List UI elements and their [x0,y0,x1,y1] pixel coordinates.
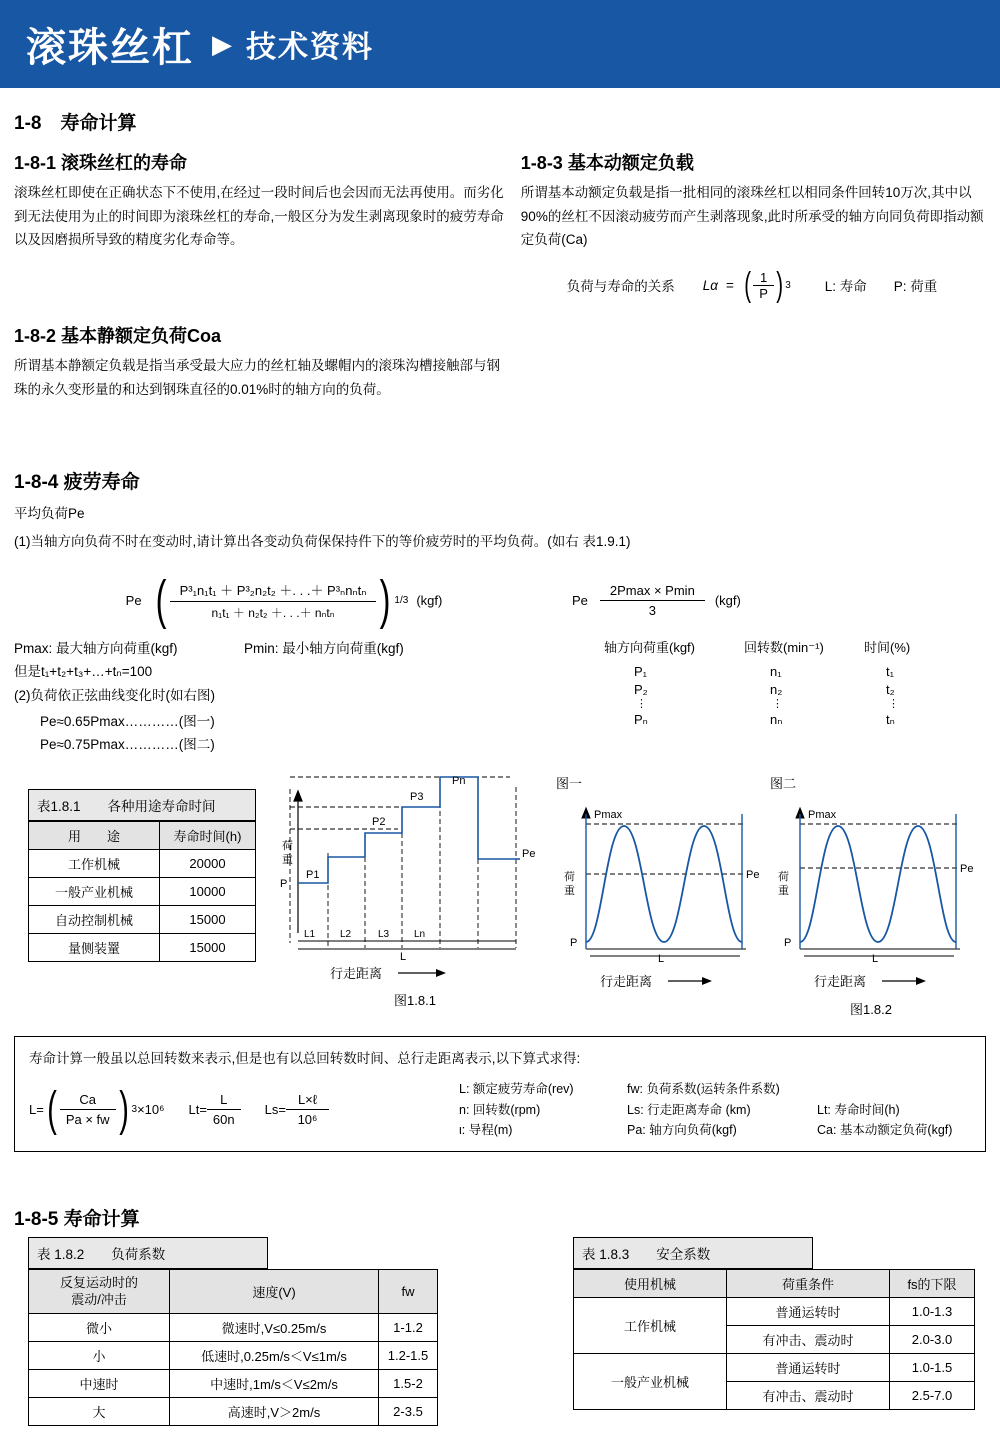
cell-usage-4: 量侧装罿 [29,933,160,961]
table-row [29,905,256,933]
life-formula-box [14,1036,986,1152]
cell-fs-3: 1.0-1.5 [890,1353,975,1381]
pe-formula-1-lhs: Pe [125,592,142,608]
cell-hours-2: 10000 [160,877,256,905]
bottom-tables-row [14,1237,986,1426]
table-row [29,877,256,905]
svg-text:Pmax: Pmax [594,808,623,821]
figures-row [14,773,986,1018]
legend-Ls: Ls: 行走距离寿命 (km) [627,1102,751,1117]
table-row [574,1297,975,1325]
f1-lhs: L= [29,1102,44,1118]
th-fw: fw [379,1269,438,1313]
f2-fraction [207,1092,241,1127]
life-formula-row [29,1079,971,1141]
pe-paren-close: ) [380,570,391,631]
legend-col-1 [459,1079,627,1141]
section-1-8-5-title: 1-8-5 寿命计算 [14,1208,140,1230]
cell-vib-4: 大 [29,1397,170,1425]
param-t2: t₂ [886,682,895,698]
pe-denominator: n₁t₁ ＋ n₂t₂ ＋. . .＋ nₙtₙ [211,605,335,620]
figure-181-caption: 图1.8.1 [394,992,436,1008]
column-left [14,141,507,405]
param-dots-3: ⋮ [888,698,899,711]
legend-n: n: 回转数(rpm) [459,1102,541,1117]
cell-speed-3: 中速时,1m/s＜V≤2m/s [170,1369,379,1397]
svg-text:Pmax: Pmax [808,808,837,821]
svg-text:L: L [400,950,407,963]
param-nn: nₙ [770,712,783,728]
cell-usage-2: 一般产业机械 [29,877,160,905]
svg-text:行走距离: 行走距离 [814,973,867,989]
life-load-relation-formula [567,266,986,305]
legend-col-2 [627,1079,817,1141]
avg-load-label: 平均负荷Pe [14,506,85,522]
f1-tail: ×10⁶ [137,1102,165,1118]
svg-text:L: L [658,952,665,965]
table-181 [28,821,256,962]
f3-fraction [286,1092,329,1127]
formula-equals: = [726,277,734,293]
cell-usage-1: 工作机械 [29,849,160,877]
header-title: 滚珠丝杠 [26,25,194,70]
section-1-8-1-title: 1-8-1 滚珠丝杠的寿命 [14,153,188,173]
legend-l: ι: 导程(m) [459,1123,513,1138]
f1-paren-close: ) [118,1083,129,1137]
svg-text:荷: 荷 [778,870,789,883]
pe-formula-2 [572,583,741,618]
life-formulas [29,1082,459,1137]
table-row [574,1269,975,1297]
svg-text:行走距离: 行走距离 [330,965,383,981]
f1-paren-open: ( [47,1083,57,1137]
pe-unit: (kgf) [416,592,443,608]
svg-text:重: 重 [564,884,575,897]
cell-fw-3: 1.5-2 [379,1369,438,1397]
figure-2 [764,773,978,1018]
cell-hours-1: 20000 [160,849,256,877]
cell-cond-3: 普通运转时 [727,1353,890,1381]
pe-formula-1 [14,569,554,631]
cell-hours-3: 15000 [160,905,256,933]
th-vibration-l2: 震动/冲击 [71,1292,127,1308]
param-n2: n₂ [770,682,783,698]
legend-blank [817,1079,952,1100]
pe-approx-1: Pe≈0.65Pmax…………(图一) [40,713,215,729]
svg-text:Pe: Pe [746,868,760,881]
formula-note: L: 寿命 P: 荷重 [824,279,938,295]
table-row [29,821,256,849]
svg-text:L3: L3 [378,928,390,940]
table-row [29,849,256,877]
pe2-numerator: 2Pmax × Pmin [600,583,705,601]
f1-den: Pa × fw [65,1112,110,1128]
table-183 [573,1269,975,1410]
figure-1-svg [550,794,762,992]
param-row-2 [604,682,910,697]
pe-paren-open: ( [155,570,166,631]
pe-approx-2: Pe≈0.75Pmax…………(图二) [40,737,215,753]
f2-den: 60n [212,1112,235,1128]
section-1-8-4-title: 1-8-4 疲劳寿命 [14,472,140,494]
page-header [0,0,1000,88]
pe-numerator: P³₁n₁t₁ ＋ P³₂n₂t₂ ＋. . .＋ P³ₙnₙtₙ [170,580,377,602]
svg-text:P2: P2 [372,815,386,828]
param-pn: Pₙ [634,712,648,728]
cell-speed-4: 高速时,V＞2m/s [170,1397,379,1425]
time-sum-condition: 但是t₁+t₂+t₃+…+tₙ=100 [14,664,153,680]
param-t1: t₁ [886,664,894,680]
table-row [29,933,256,961]
section-1-8-3-title: 1-8-3 基本动额定负载 [520,153,694,173]
section-1-8-title: 1-8 寿命计算 [14,113,137,134]
f3-den: 10⁶ [297,1112,318,1128]
svg-text:重: 重 [778,884,789,897]
param-row-n [604,712,910,728]
pe-fraction [170,580,377,621]
f3-num: L×ℓ [286,1092,329,1110]
table-183-caption: 表 1.8.3 安全系数 [573,1237,813,1269]
figure-1 [550,773,764,1018]
section-1-8-2-title: 1-8-2 基本静额定负荷Coa [14,325,222,346]
svg-text:P: P [570,936,578,949]
legend-L: L: 额定疲劳寿命(rev) [459,1081,574,1096]
svg-text:Pn: Pn [452,774,466,787]
avg-load-item-2: (2)负荷依正弦曲线变化时(如右图) [14,688,215,703]
cell-fw-1: 1-1.2 [379,1313,438,1341]
cell-fs-4: 2.5-7.0 [890,1381,975,1409]
formula-fraction [753,270,774,301]
svg-text:行走距离: 行走距离 [600,973,653,989]
cell-machine-1: 工作机械 [574,1297,727,1353]
legend-fw: fw: 负荷系数(运转条件系数) [627,1081,780,1096]
header-subtitle: 技术资料 [246,31,374,64]
table-row [29,1397,438,1425]
figure-181-svg [280,773,548,983]
life-formula-note: 寿命计算一般虽以总回转数来表示,但是也有以总回转数时间、总行走距离表示,以下算式求得: [29,1050,581,1066]
avg-load-item-1: (1)当轴方向负荷不时在变动时,请计算出各变动负荷保保持件下的等价疲劳时的平均负荷。(如右 表1.9.1) [14,533,631,549]
svg-text:荷: 荷 [564,870,575,883]
pe2-fraction [600,583,705,618]
table-181-caption: 表1.8.1 各种用途寿命时间 [28,789,256,821]
svg-text:P: P [280,877,288,890]
svg-text:L: L [872,952,879,965]
svg-text:Pe: Pe [522,847,536,860]
formula-exponent: 3 [785,279,791,291]
param-p1: P₁ [634,664,648,680]
table-182-block [14,1237,438,1426]
pe2-unit: (kgf) [714,592,741,608]
cell-usage-3: 自动控制机械 [29,905,160,933]
cell-speed-2: 低速时,0.25m/s＜V≤1m/s [170,1341,379,1369]
formula-label: 负荷与寿命的关系 [566,279,675,295]
th-load-cond: 荷重条件 [727,1269,890,1297]
f3-lhs: Ls= [264,1102,286,1118]
cell-vib-2: 小 [29,1341,170,1369]
cell-fs-2: 2.0-3.0 [890,1325,975,1353]
pe-formula-row [14,569,986,631]
cell-vib-3: 中速时 [29,1369,170,1397]
param-col-rev: 回转数(min⁻¹) [744,640,824,656]
pmax-label: Pmax: 最大轴方向荷重(kgf) [14,641,178,657]
legend-Ca: Ca: 基本动额定负荷(kgf) [817,1123,953,1138]
cell-machine-2: 一般产业机械 [574,1353,727,1409]
th-machine: 使用机械 [574,1269,727,1297]
cell-hours-4: 15000 [160,933,256,961]
legend-Lt: Lt: 寿命时间(h) [817,1102,900,1117]
legend-Pa: Pa: 轴方向负荷(kgf) [627,1123,737,1138]
table-182-caption: 表 1.8.2 负荷系数 [28,1237,268,1269]
param-tn: tₙ [886,712,895,728]
pe2-denominator: 3 [648,602,656,618]
th-usage: 用 途 [29,821,160,849]
svg-text:重: 重 [282,853,293,866]
pe-exponent: 1/3 [394,594,409,606]
svg-text:P3: P3 [410,790,424,803]
paren-close: ) [776,265,783,304]
f1-fraction [60,1092,116,1127]
table-183-block [573,1237,986,1426]
cell-vib-1: 微小 [29,1313,170,1341]
svg-text:Ln: Ln [414,928,426,940]
section-1-8-1-body: 滚珠丝杠即使在正确状态下不使用,在经过一段时间后也会因而无法再使用。而劣化到无法使用为止的时间即为滚珠丝杠的寿命,一般区分为发生剥离现象时的疲劳寿命以及因磨损所导致的精度劣化寿命等。 [14,185,504,248]
table-182 [28,1269,438,1426]
cell-fw-4: 2-3.5 [379,1397,438,1425]
svg-text:L2: L2 [340,928,352,940]
th-vibration [29,1269,170,1313]
formula-denominator: P [759,285,768,301]
table-row [29,1313,438,1341]
table-row [29,1369,438,1397]
figure-2-svg [764,794,976,992]
figure-2-caption: 图1.8.2 [850,1001,892,1017]
cell-cond-2: 有冲击、震动时 [727,1325,890,1353]
paren-open: ( [744,265,751,304]
f2-num: L [207,1092,241,1110]
formula-numerator: 1 [753,270,774,286]
pmin-label: Pmin: 最小轴方向荷重(kgf) [244,641,404,657]
table-row [29,1341,438,1369]
params-left [14,637,554,757]
param-col-time: 时间(%) [864,640,911,656]
param-dots-1: ⋮ [636,698,647,711]
param-col-load: 轴方向荷重(kgf) [604,640,696,656]
top-two-columns [14,141,986,405]
page-body [0,88,1000,1426]
figure-181 [280,773,550,1018]
th-fs: fs的下限 [890,1269,975,1297]
param-p2: P₂ [634,682,648,698]
column-right [521,141,986,405]
cell-cond-1: 普通运转时 [727,1297,890,1325]
legend-col-3 [817,1079,952,1141]
pe2-lhs: Pe [572,592,588,608]
section-1-8-4 [14,467,986,553]
cell-fw-2: 1.2-1.5 [379,1341,438,1369]
section-1-8-2-body: 所谓基本静额定负载是指当承受最大应力的丝杠轴及螺帽内的滚珠沟槽接触部与钢珠的永久变形量的和达到钢珠直径的0.01%时的轴方向的负荷。 [14,357,500,397]
table-row [29,1269,438,1313]
table-181-block [14,773,280,1018]
param-table [604,637,910,757]
cell-cond-4: 有冲击、震动时 [727,1381,890,1409]
param-table-header [604,637,910,656]
f1-power: 3 [131,1104,138,1116]
param-n1: n₁ [770,664,782,680]
params-row [14,637,986,757]
param-row-dots [604,698,910,710]
th-vibration-l1: 反复运动时的 [59,1274,138,1290]
figure-2-title: 图二 [770,775,797,791]
svg-text:P: P [784,936,792,949]
svg-text:L1: L1 [304,928,316,940]
cell-fs-1: 1.0-1.3 [890,1297,975,1325]
cell-speed-1: 微速时,V≤0.25m/s [170,1313,379,1341]
formula-lhs: Lα [702,277,719,293]
pmax-pmin-row [14,637,554,657]
f1-num: Ca [60,1092,116,1110]
figure-1-title: 图一 [556,775,583,791]
svg-text:荷: 荷 [282,839,293,852]
param-dots-2: ⋮ [772,698,783,711]
svg-text:Pe: Pe [960,862,974,875]
f2-lhs: Lt= [188,1102,207,1118]
svg-text:P1: P1 [306,868,320,881]
th-speed: 速度(V) [170,1269,379,1313]
param-row-1 [604,664,910,679]
life-legend [459,1079,952,1141]
table-row [574,1353,975,1381]
th-life-hours: 寿命时间(h) [160,821,256,849]
section-1-8-3-body: 所谓基本动额定负载是指一批相同的滚珠丝杠以相同条件回转10万次,其中以90%的丝杠不因滚动疲劳而产生剥落现象,此时所承受的轴方向同负荷即指动额定负荷(Ca) [520,185,984,248]
triangle-icon: ▶ [212,29,232,59]
